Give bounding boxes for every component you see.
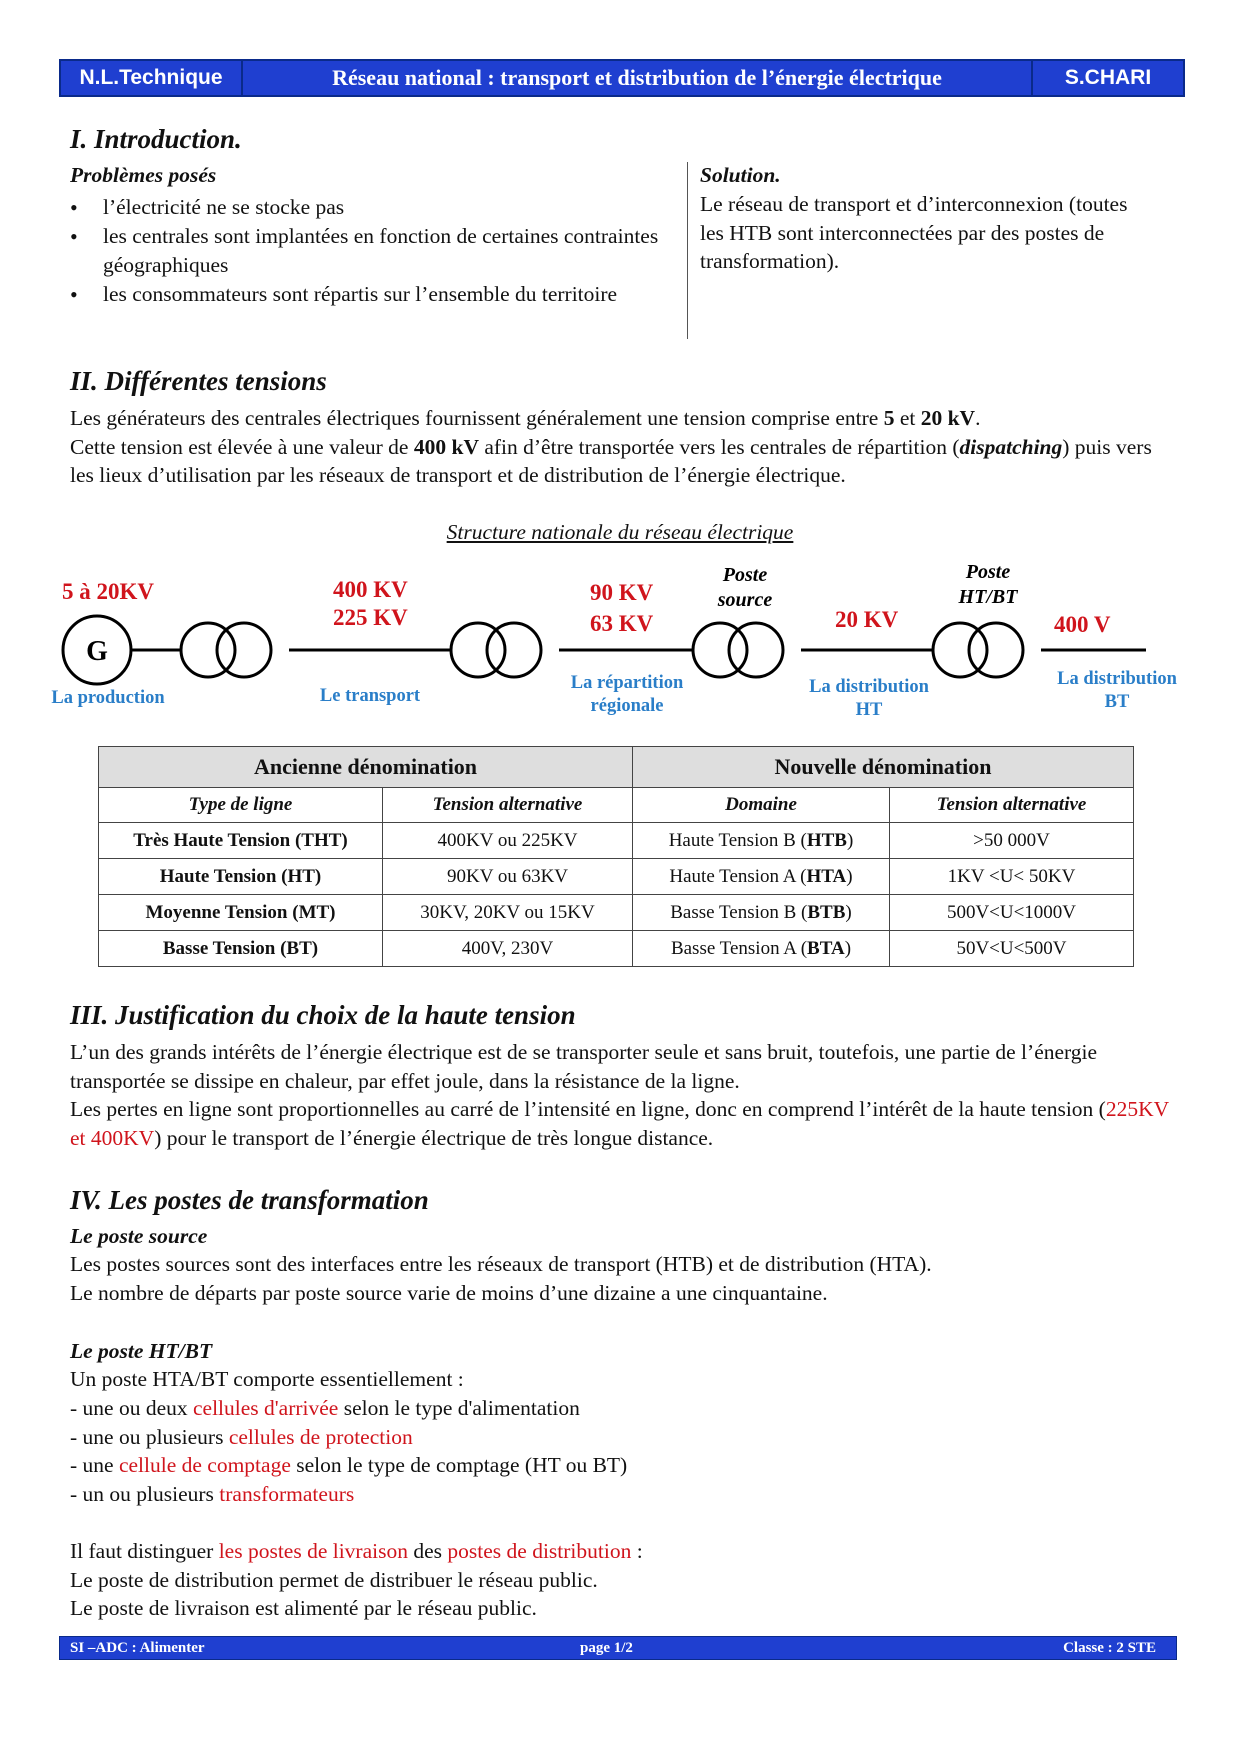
table-cell: Haute Tension A (HTA) [633,859,890,895]
table-cell: Très Haute Tension (THT) [99,823,383,859]
justification-paragraph-1: L’un des grands intérêts de l’énergie électrique est de se transporter seule et sans bruit, toutefois, une partie de l’énergie transportée se dissipe en chaleur, par effet joule, dans la résistance de la ligne. [70,1040,1098,1093]
poste-htbt-components [70,1394,1170,1508]
footer-left: SI –ADC : Alimenter [70,1639,205,1656]
figure-caption: Structure nationale du réseau électrique [446,520,794,544]
list-item: • les consommateurs sont répartis sur l’ensemble du territoire [70,280,670,309]
page-footer [59,1636,1177,1660]
footer-page-number: page 1/2 [580,1639,633,1656]
problems-title: Problèmes posés [70,163,217,187]
table-cell: Basse Tension B (BTB) [633,895,890,931]
list-item: - une cellule de comptage selon le type de comptage (HT ou BT) [70,1453,628,1477]
table-group-old: Ancienne dénomination [99,747,633,788]
table-row [99,859,1134,895]
header-title: Réseau national : transport et distribution de l’énergie électrique [243,61,1033,95]
label-repartition-1: La répartition [570,673,684,693]
table-row [99,895,1134,931]
generator-label: G [86,636,108,667]
voltage-distribution-bt: 400 V [1054,612,1111,637]
label-repartition-2: régionale [590,696,664,716]
poste-htbt-label-1: Poste [965,561,1011,583]
table-row [99,823,1134,859]
footer-class: Classe : 2 STE [1063,1639,1156,1656]
poste-htbt-title: Le poste HT/BT [70,1339,213,1363]
section-justification-heading: III. Justification du choix de la haute tension [70,1000,576,1030]
voltage-denomination-table [98,746,1134,967]
transformer-1-icon [181,623,271,677]
tensions-paragraph: Les générateurs des centrales électriques fournissent généralement une tension comprise entre 5 et 20 kV. Cette tension est élevée à une valeur de 400 kV afin d’être transportée vers les centrales de répartition (dispatching) puis vers les lieux d’utilisation par les réseaux de transport et de distribution de l’énergie électrique. [70,406,1152,487]
table-cell: 90KV ou 63KV [383,859,633,895]
poste-source-p1: Les postes sources sont des interfaces entre les réseaux de transport (HTB) et de distribution (HTA). [70,1252,932,1276]
table-cell: 400V, 230V [383,931,633,967]
poste-source-title: Le poste source [70,1224,208,1248]
list-item: - une ou plusieurs cellules de protection [70,1424,413,1449]
solution-title: Solution. [700,163,781,187]
label-transport: Le transport [319,686,421,706]
postes-distinction: Il faut distinguer les postes de livraison des postes de distribution : Le poste de distribution permet de distribuer le réseau public. Le poste de livraison est alimenté par le réseau public. [70,1539,643,1620]
voltage-repartition-2: 63 KV [590,611,654,636]
label-production: La production [51,688,165,708]
transformer-4-icon [933,623,1023,677]
table-header: Tension alternative [383,788,633,823]
section-postes-heading: IV. Les postes de transformation [70,1185,429,1215]
poste-htbt-intro: Un poste HTA/BT comporte essentiellement : [70,1367,464,1391]
poste-source-label-2: source [717,589,773,611]
table-cell: Basse Tension (BT) [99,931,383,967]
list-item: • l’électricité ne se stocke pas [70,193,670,222]
voltage-transport-2: 225 KV [333,605,408,630]
table-cell: >50 000V [890,823,1134,859]
voltage-distribution-ht: 20 KV [835,607,899,632]
label-distribution-bt-1: La distribution [1057,669,1177,689]
justification-paragraph-2: Les pertes en ligne sont proportionnelles au carré de l’intensité en ligne, donc en comprend l’intérêt de la haute tension (225KV et 400KV) pour le transport de l’énergie électrique de très longue distance. [70,1097,1169,1150]
table-cell: Haute Tension B (HTB) [633,823,890,859]
transformer-2-icon [451,623,541,677]
poste-source-label-1: Poste [722,564,768,586]
poste-htbt-label-2: HT/BT [958,586,1018,608]
network-structure-diagram [0,540,1240,740]
label-distribution-ht-1: La distribution [809,677,929,697]
section-intro-heading: I. Introduction. [70,124,242,154]
table-header: Domaine [633,788,890,823]
table-cell: 400KV ou 225KV [383,823,633,859]
table-cell: 1KV <U< 50KV [890,859,1134,895]
table-cell: 500V<U<1000V [890,895,1134,931]
voltage-transport-1: 400 KV [333,577,408,602]
label-distribution-bt-2: BT [1104,692,1130,712]
problems-list [70,193,670,309]
voltage-production: 5 à 20KV [62,579,154,604]
poste-source-p2: Le nombre de départs par poste source varie de moins d’une dizaine a une cinquantaine. [70,1281,828,1305]
table-cell: 50V<U<500V [890,931,1134,967]
header-author: S.CHARI [1033,61,1183,95]
section-tensions-heading: II. Différentes tensions [70,366,327,396]
transformer-3-icon [693,623,783,677]
list-item: • les centrales sont implantées en fonction de certaines contraintes géographiques [70,222,670,280]
table-cell: 30KV, 20KV ou 15KV [383,895,633,931]
table-group-new: Nouvelle dénomination [633,747,1134,788]
table-cell: Basse Tension A (BTA) [633,931,890,967]
list-item: - une ou deux cellules d'arrivée selon le type d'alimentation [70,1396,580,1420]
table-cell: Moyenne Tension (MT) [99,895,383,931]
table-row [99,931,1134,967]
table-cell: Haute Tension (HT) [99,859,383,895]
table-header: Type de ligne [99,788,383,823]
solution-text: Le réseau de transport et d’interconnexion (toutes les HTB sont interconnectées par des postes de transformation). [700,192,1128,273]
voltage-repartition-1: 90 KV [590,580,654,605]
list-item: - un ou plusieurs transformateurs [70,1481,355,1506]
column-divider [687,162,688,339]
header-school: N.L.Technique [61,61,243,95]
page-header [59,59,1185,97]
table-header: Tension alternative [890,788,1134,823]
label-distribution-ht-2: HT [855,700,883,720]
